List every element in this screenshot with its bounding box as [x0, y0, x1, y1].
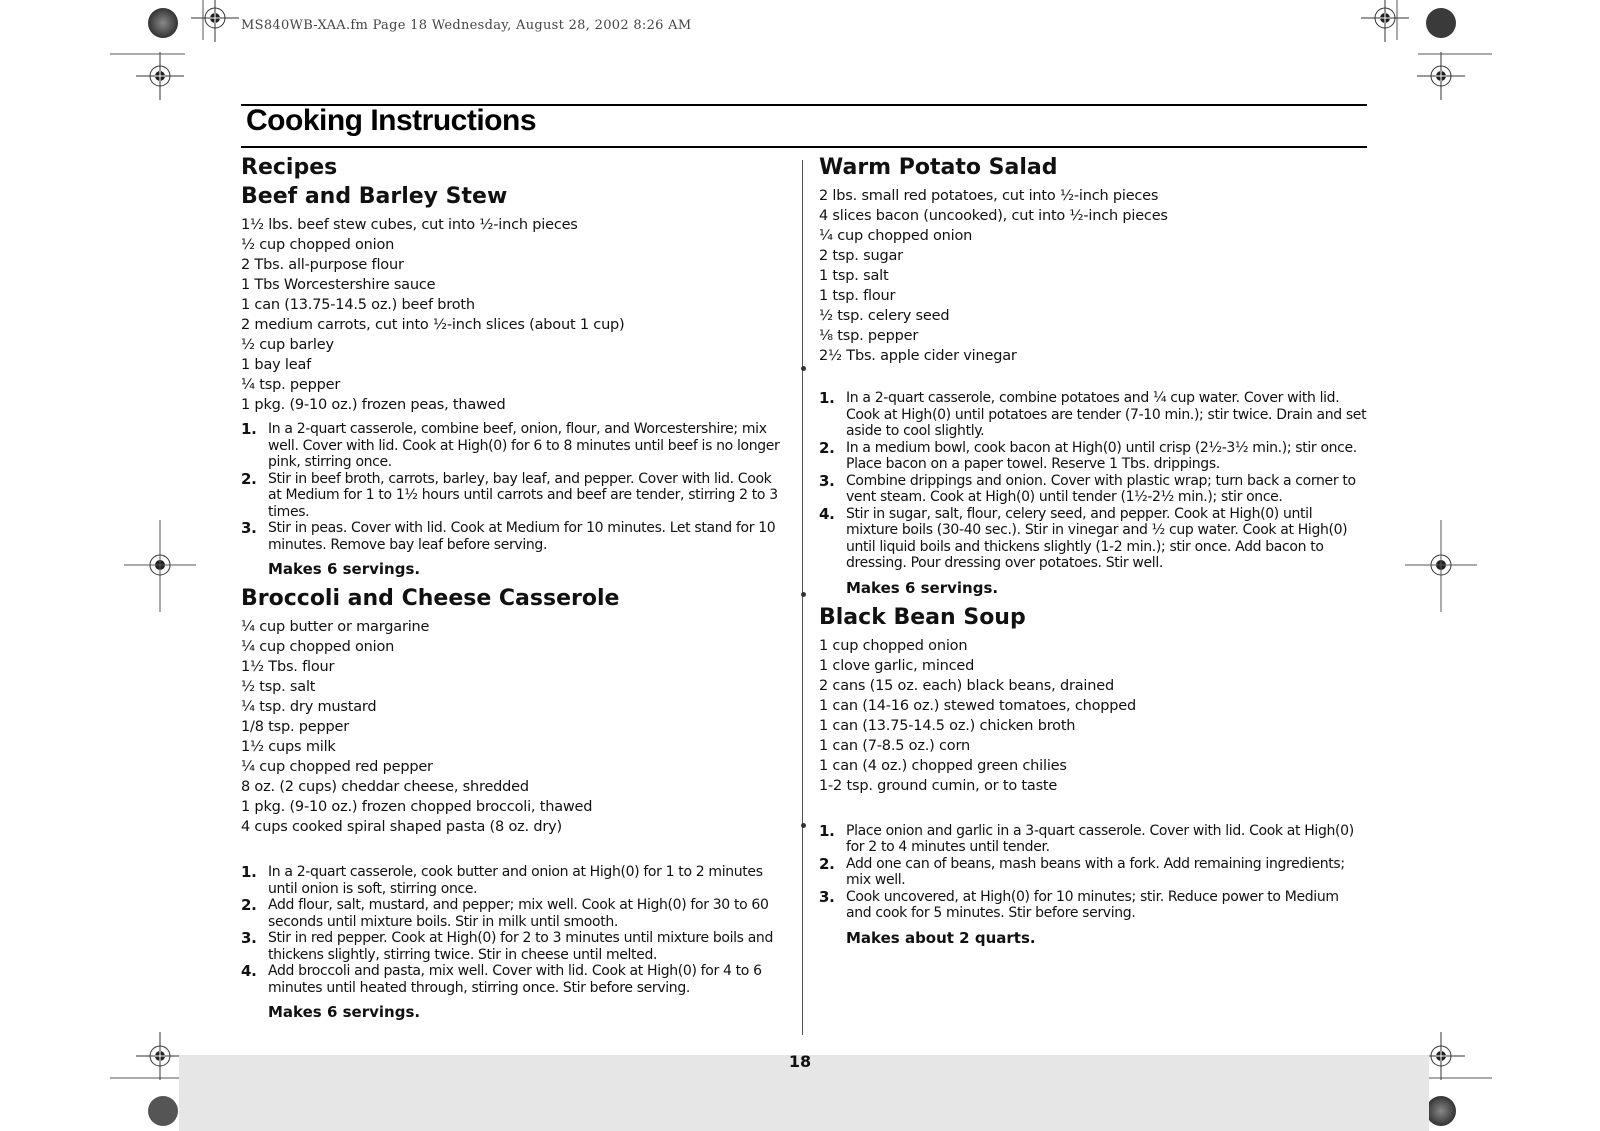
- step-list: [819, 823, 1367, 922]
- step-number: 2.: [819, 854, 835, 873]
- ingredient: 2 cans (15 oz. each) black beans, drained: [819, 677, 1114, 694]
- ingredient: ¼ cup chopped red pepper: [241, 759, 433, 775]
- ingredient: 4 slices bacon (uncooked), cut into ½-inch pieces: [819, 208, 1168, 224]
- recipe-title: Black Bean Soup: [819, 604, 1026, 630]
- servings-note: Makes about 2 quarts.: [846, 928, 1036, 947]
- ingredient: ¼ cup butter or margarine: [241, 619, 430, 635]
- recipe-title: Beef and Barley Stew: [241, 184, 508, 209]
- step: [241, 930, 786, 963]
- ingredient: ¼ tsp. pepper: [241, 377, 341, 393]
- divider-dot: [801, 592, 806, 597]
- step-text: In a 2-quart casserole, combine potatoes and ¼ cup water. Cover with lid. Cook at High(0) until potatoes are tender (7-10 min.); stir twice. Drain and set aside to cool slightly.: [846, 390, 1367, 439]
- ingredient: 1 pkg. (9-10 oz.) frozen chopped broccoli, thawed: [241, 799, 593, 815]
- step-number: 1.: [241, 863, 257, 881]
- servings-note: Makes 6 servings.: [268, 560, 421, 578]
- ingredient: 1 clove garlic, minced: [819, 657, 975, 674]
- step-text: Combine drippings and onion. Cover with plastic wrap; turn back a corner to vent steam. Cook at High(0) until tender (1½-2½ min.); stir once.: [846, 472, 1356, 505]
- step-number: 4.: [241, 962, 257, 980]
- step: [819, 823, 1367, 856]
- ingredient: 1½ cups milk: [241, 739, 336, 755]
- step: [241, 897, 786, 930]
- ingredient: ½ cup barley: [241, 337, 334, 353]
- step-number: 1.: [241, 420, 257, 438]
- step-text: Stir in sugar, salt, flour, celery seed, and pepper. Cook at High(0) until mixture boils (30-40 sec.). Stir in vinegar and ½ cup water. Cook at High(0) until liquid boils and thickens slightly (1-2 min.); stir once. Add bacon to dressing. Pour dressing over potatoes. Stir well.: [846, 505, 1348, 571]
- servings-note: Makes 6 servings.: [846, 578, 999, 597]
- divider-dot: [801, 823, 806, 828]
- ingredient: 1/8 tsp. pepper: [241, 719, 350, 735]
- ingredient: 1 Tbs Worcestershire sauce: [241, 277, 436, 293]
- ingredient: ¼ tsp. dry mustard: [241, 699, 377, 715]
- section-heading-recipes: Recipes: [241, 155, 338, 180]
- step: [819, 856, 1367, 889]
- step: [241, 520, 786, 553]
- step-text: In a 2-quart casserole, combine beef, onion, flour, and Worcestershire; mix well. Cover with lid. Cook at High(0) for 6 to 8 minutes until beef is no longer pink, stirring once.: [268, 421, 780, 470]
- step: [819, 473, 1367, 506]
- recipe-black-bean-soup: [819, 604, 1367, 948]
- ingredient: 1 tsp. salt: [819, 268, 889, 284]
- page-title: Cooking Instructions: [246, 104, 536, 137]
- ingredient: ½ tsp. salt: [241, 679, 316, 695]
- step-text: In a 2-quart casserole, cook butter and onion at High(0) for 1 to 2 minutes until onion is soft, stirring once.: [268, 864, 763, 897]
- step: [241, 471, 786, 521]
- ingredient-list: [819, 636, 1367, 796]
- ingredient: ½ tsp. celery seed: [819, 308, 950, 324]
- step-number: 1.: [819, 389, 835, 407]
- recipe-warm-potato-salad: [819, 154, 1367, 598]
- step: [819, 506, 1367, 572]
- step-text: Place onion and garlic in a 3-quart casserole. Cover with lid. Cook at High(0) for 2 to 4 minutes until tender.: [846, 822, 1354, 855]
- recipe-title: Broccoli and Cheese Casserole: [241, 586, 620, 611]
- ingredient: 1 tsp. flour: [819, 288, 896, 304]
- step-text: Stir in red pepper. Cook at High(0) for 2 to 3 minutes until mixture boils and thickens slightly, stirring twice. Stir in cheese until melted.: [268, 930, 773, 963]
- title-bottom-rule: [241, 146, 1367, 148]
- step: [819, 889, 1367, 922]
- step: [819, 390, 1367, 440]
- step-text: In a medium bowl, cook bacon at High(0) until crisp (2½-3½ min.); stir once. Place bacon on a paper towel. Reserve 1 Tbs. drippings.: [846, 439, 1357, 472]
- document-file-header: MS840WB-XAA.fm Page 18 Wednesday, August 28, 2002 8:26 AM: [241, 18, 692, 33]
- step-text: Stir in peas. Cover with lid. Cook at Medium for 10 minutes. Let stand for 10 minutes. Remove bay leaf before serving.: [268, 520, 776, 553]
- ingredient: ½ cup chopped onion: [241, 237, 395, 253]
- rosette-mark: [1426, 1096, 1456, 1126]
- ingredient-list: [241, 617, 786, 837]
- ingredient: 1 can (7-8.5 oz.) corn: [819, 737, 970, 754]
- ingredient: 8 oz. (2 cups) cheddar cheese, shredded: [241, 779, 529, 795]
- ingredient: 2 tsp. sugar: [819, 248, 903, 264]
- step-list: [241, 864, 786, 996]
- step-text: Add one can of beans, mash beans with a fork. Add remaining ingredients; mix well.: [846, 855, 1345, 888]
- ingredient: 1 cup chopped onion: [819, 637, 968, 654]
- ingredient: 1 can (4 oz.) chopped green chilies: [819, 757, 1067, 774]
- ingredient: 2½ Tbs. apple cider vinegar: [819, 348, 1017, 364]
- ingredient: 1 can (13.75-14.5 oz.) beef broth: [241, 297, 475, 313]
- servings-note: Makes 6 servings.: [268, 1003, 421, 1021]
- step-list: [819, 390, 1367, 572]
- step-text: Cook uncovered, at High(0) for 10 minutes; stir. Reduce power to Medium and cook for 5 minutes. Stir before serving.: [846, 888, 1339, 921]
- step-number: 3.: [819, 471, 835, 490]
- divider-dot: [801, 366, 806, 371]
- ingredient: 1 can (14-16 oz.) stewed tomatoes, chopped: [819, 697, 1136, 714]
- step-number: 3.: [819, 887, 835, 906]
- ingredient-list: [241, 215, 786, 415]
- step-number: 2.: [819, 438, 835, 457]
- ingredient: 1½ lbs. beef stew cubes, cut into ½-inch pieces: [241, 217, 578, 233]
- step-number: 1.: [819, 821, 835, 840]
- step: [819, 440, 1367, 473]
- ingredient: 1 bay leaf: [241, 357, 312, 373]
- page-number: 18: [788, 1052, 812, 1071]
- step: [241, 864, 786, 897]
- right-column: [819, 152, 1367, 954]
- step-number: 3.: [241, 929, 257, 947]
- recipe-broccoli-cheese-casserole: [241, 585, 786, 1022]
- step-number: 2.: [241, 896, 257, 914]
- step-number: 2.: [241, 469, 257, 488]
- step-number: 4.: [819, 504, 835, 523]
- ingredient: ⅛ tsp. pepper: [819, 328, 919, 344]
- rosette-mark: [148, 1096, 178, 1126]
- step-text: Add flour, salt, mustard, and pepper; mix well. Cook at High(0) for 30 to 60 seconds until mixture boils. Stir in milk until smooth.: [268, 897, 769, 930]
- ingredient: 1 pkg. (9-10 oz.) frozen peas, thawed: [241, 397, 506, 413]
- ingredient: 1 can (13.75-14.5 oz.) chicken broth: [819, 717, 1076, 734]
- ingredient-list: [819, 186, 1367, 366]
- step-number: 3.: [241, 519, 257, 537]
- ingredient: 2 Tbs. all-purpose flour: [241, 257, 404, 273]
- rosette-mark: [1426, 8, 1456, 38]
- ingredient: 1½ Tbs. flour: [241, 659, 335, 675]
- step: [241, 421, 786, 471]
- step-list: [241, 421, 786, 553]
- recipe-beef-barley-stew: [241, 183, 786, 579]
- ingredient: 1-2 tsp. ground cumin, or to taste: [819, 777, 1058, 794]
- step-text: Stir in beef broth, carrots, barley, bay leaf, and pepper. Cover with lid. Cook at Medium for 1 to 1½ hours until carrots and beef are tender, stirring 2 to 3 times.: [268, 470, 778, 520]
- recipe-title: Warm Potato Salad: [819, 155, 1058, 180]
- column-divider: [802, 160, 803, 1035]
- ingredient: 2 lbs. small red potatoes, cut into ½-inch pieces: [819, 188, 1159, 204]
- ingredient: 2 medium carrots, cut into ½-inch slices (about 1 cup): [241, 317, 625, 333]
- ingredient: ¼ cup chopped onion: [819, 228, 973, 244]
- step-text: Add broccoli and pasta, mix well. Cover with lid. Cook at High(0) for 4 to 6 minutes until heated through, stirring once. Stir before serving.: [268, 963, 762, 996]
- ingredient: 4 cups cooked spiral shaped pasta (8 oz. dry): [241, 819, 562, 835]
- step: [241, 963, 786, 996]
- rosette-mark: [148, 8, 178, 38]
- ingredient: ¼ cup chopped onion: [241, 639, 395, 655]
- left-column: [241, 152, 786, 1028]
